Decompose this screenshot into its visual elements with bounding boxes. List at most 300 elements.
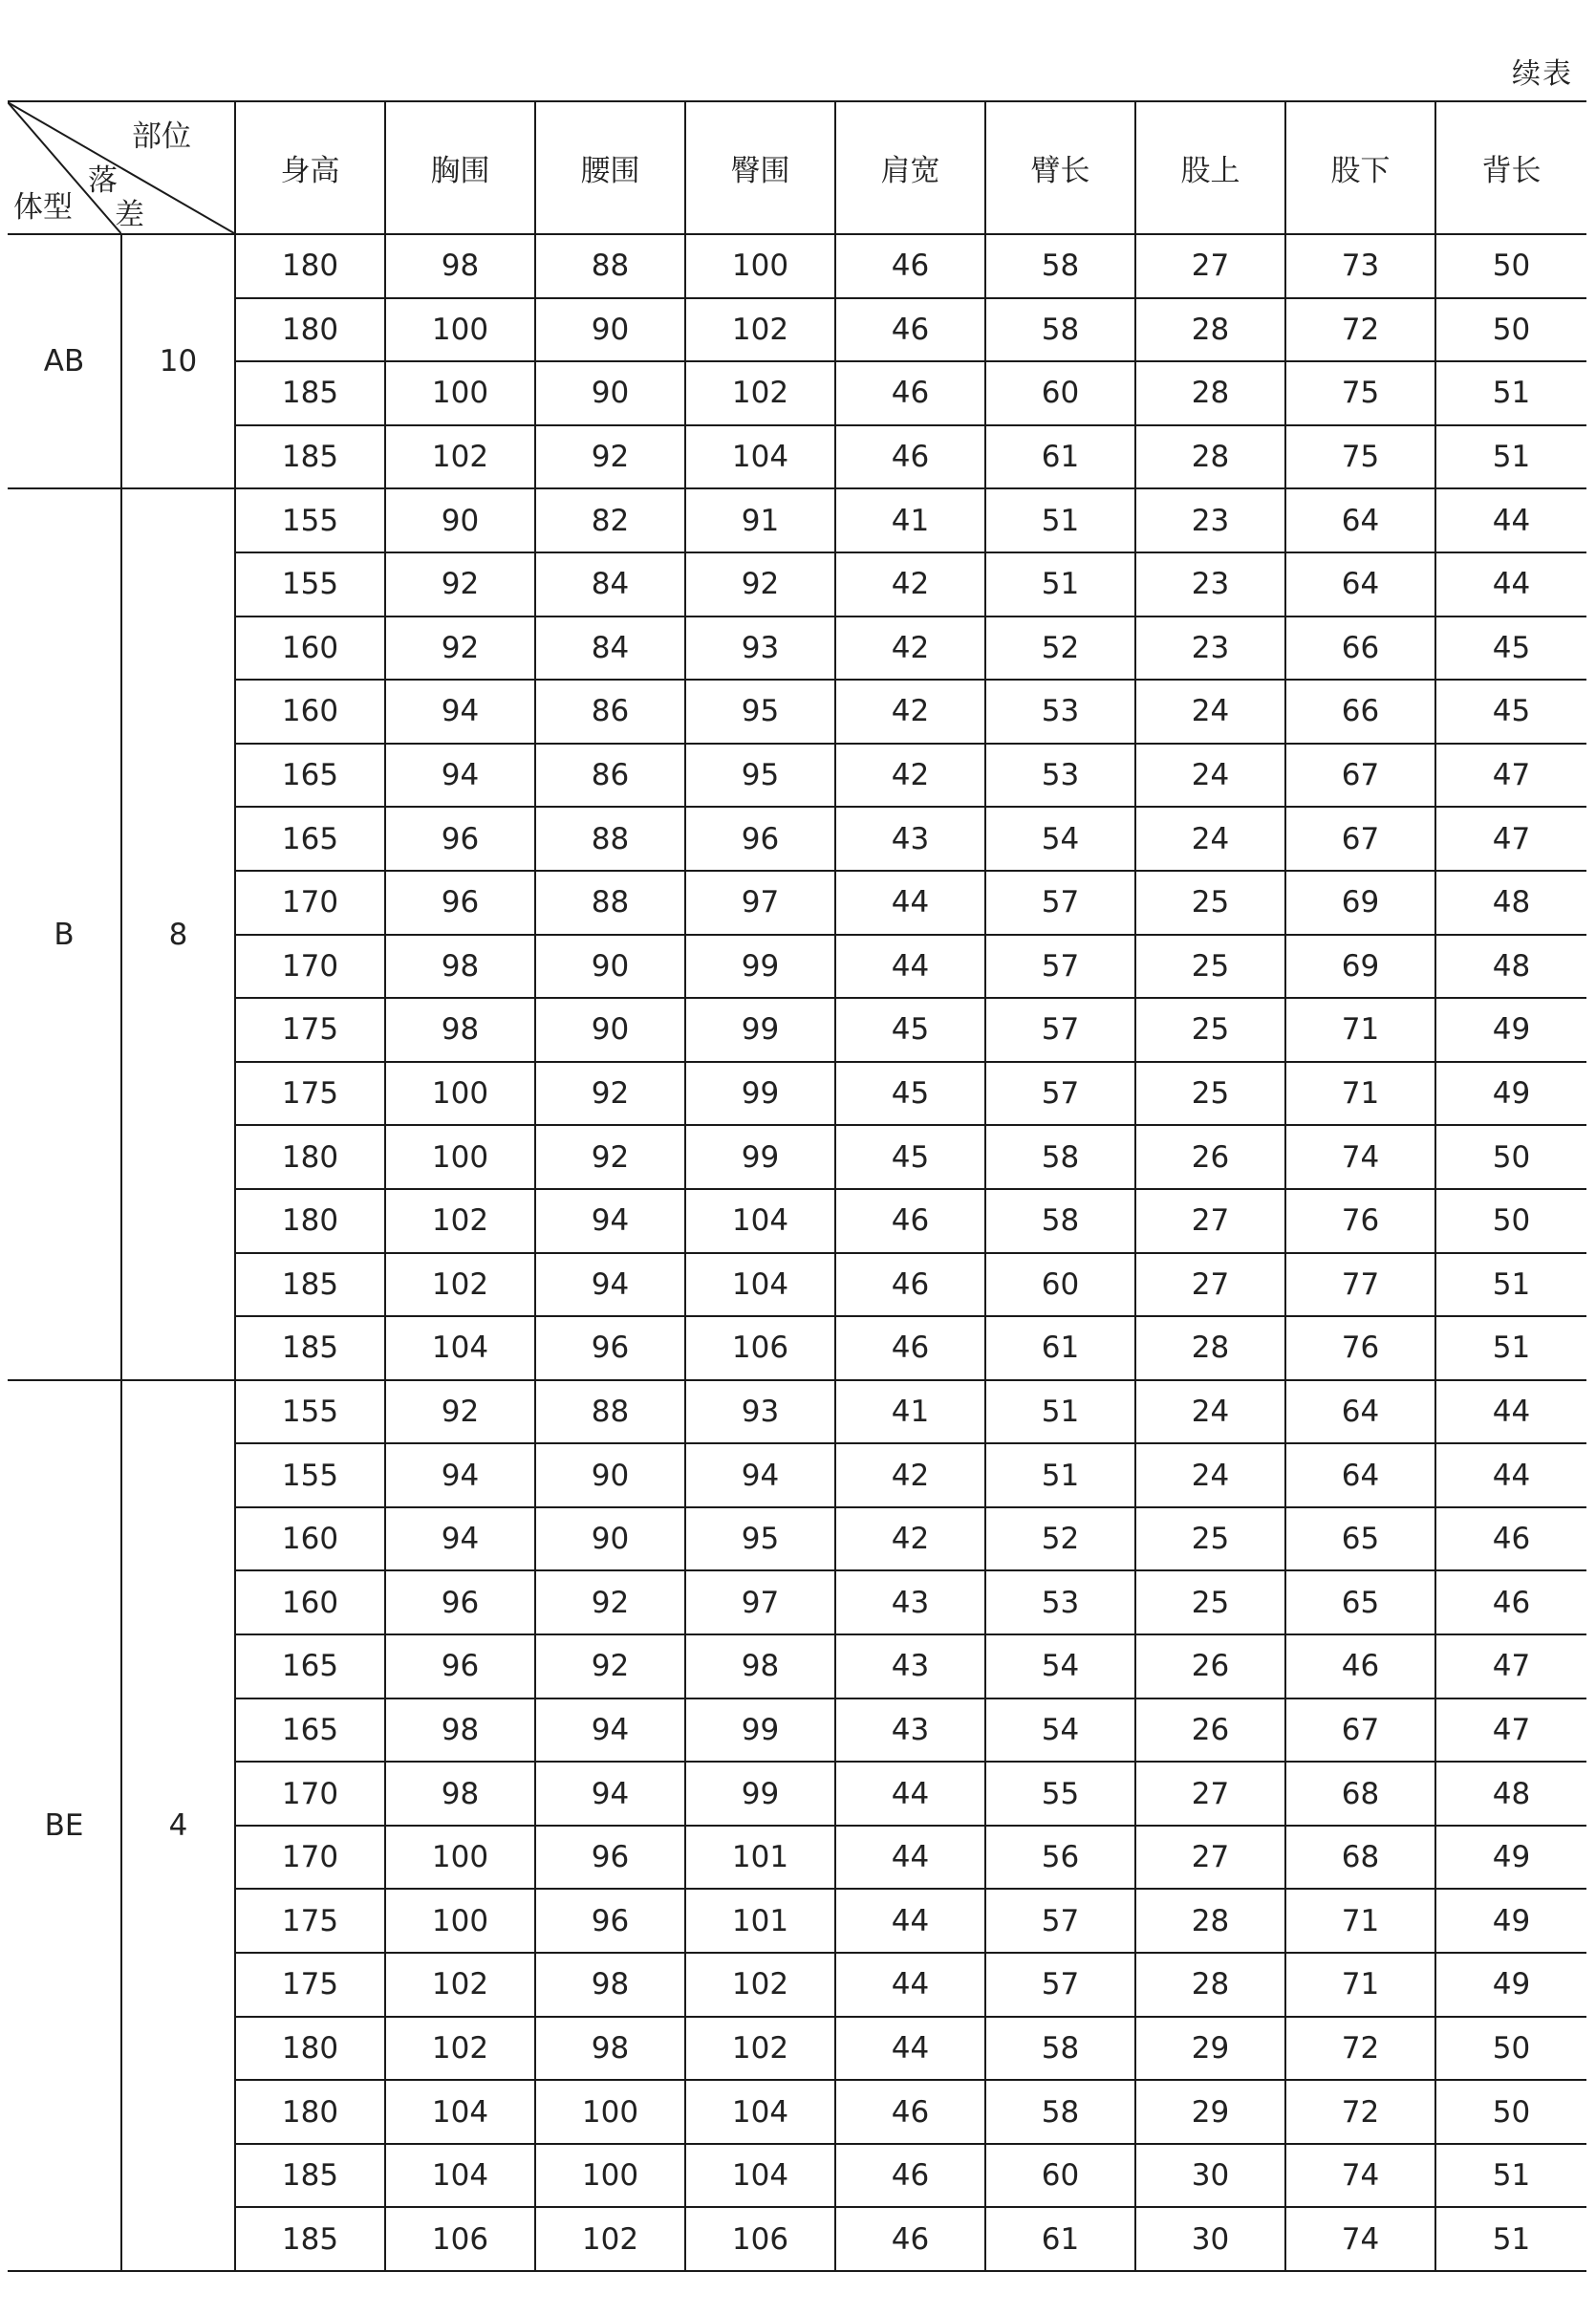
table-cell: 56: [985, 1826, 1135, 1890]
table-cell: 57: [985, 935, 1135, 999]
table-cell: 94: [385, 744, 535, 808]
table-cell: 67: [1285, 807, 1435, 871]
table-cell: 102: [385, 425, 535, 489]
table-row: [8, 935, 1586, 999]
table-cell: 52: [985, 1507, 1135, 1571]
table-cell: 64: [1285, 1443, 1435, 1507]
col-header: 胸围: [385, 101, 535, 234]
table-cell: 27: [1135, 234, 1285, 298]
table-cell: 94: [535, 1762, 685, 1826]
body-type-cell: BE: [8, 1380, 121, 2271]
table-cell: 66: [1285, 617, 1435, 681]
table-cell: 61: [985, 1316, 1135, 1380]
table-cell: 100: [385, 361, 535, 425]
table-row: [8, 1507, 1586, 1571]
table-cell: 95: [685, 744, 835, 808]
table-cell: 57: [985, 998, 1135, 1062]
table-cell: 90: [535, 998, 685, 1062]
col-header: 股上: [1135, 101, 1285, 234]
table-cell: 160: [235, 680, 385, 744]
table-row: [8, 1826, 1586, 1890]
table-cell: 50: [1435, 298, 1586, 362]
table-cell: 44: [835, 2017, 985, 2081]
table-cell: 45: [835, 1062, 985, 1126]
table-cell: 76: [1285, 1316, 1435, 1380]
table-cell: 69: [1285, 935, 1435, 999]
table-cell: 47: [1435, 744, 1586, 808]
table-cell: 64: [1285, 552, 1435, 617]
table-cell: 180: [235, 2017, 385, 2081]
table-cell: 92: [535, 1125, 685, 1189]
table-cell: 50: [1435, 2080, 1586, 2144]
table-row: [8, 998, 1586, 1062]
table-cell: 175: [235, 1062, 385, 1126]
table-cell: 42: [835, 552, 985, 617]
table-cell: 98: [385, 1698, 535, 1763]
table-cell: 90: [535, 298, 685, 362]
col-header: 腰围: [535, 101, 685, 234]
table-cell: 94: [535, 1698, 685, 1763]
table-cell: 44: [1435, 1380, 1586, 1444]
table-cell: 91: [685, 488, 835, 552]
table-cell: 165: [235, 807, 385, 871]
table-cell: 24: [1135, 744, 1285, 808]
table-cell: 73: [1285, 234, 1435, 298]
table-cell: 46: [835, 425, 985, 489]
table-cell: 29: [1135, 2017, 1285, 2081]
table-cell: 44: [1435, 1443, 1586, 1507]
table-cell: 27: [1135, 1826, 1285, 1890]
table-row: [8, 2080, 1586, 2144]
table-cell: 86: [535, 744, 685, 808]
table-cell: 66: [1285, 680, 1435, 744]
table-cell: 82: [535, 488, 685, 552]
table-cell: 45: [835, 1125, 985, 1189]
table-cell: 185: [235, 2207, 385, 2271]
table-cell: 97: [685, 1570, 835, 1634]
table-cell: 28: [1135, 1953, 1285, 2017]
table-cell: 68: [1285, 1762, 1435, 1826]
table-row: [8, 1570, 1586, 1634]
table-row: [8, 1889, 1586, 1953]
table-cell: 92: [385, 617, 535, 681]
table-cell: 51: [1435, 2207, 1586, 2271]
table-cell: 96: [385, 807, 535, 871]
table-row: [8, 1953, 1586, 2017]
table-cell: 28: [1135, 1316, 1285, 1380]
col-header: 背长: [1435, 101, 1586, 234]
table-cell: 46: [1435, 1507, 1586, 1571]
table-cell: 49: [1435, 1889, 1586, 1953]
body-type-cell: AB: [8, 234, 121, 488]
table-cell: 155: [235, 552, 385, 617]
table-cell: 102: [535, 2207, 685, 2271]
table-cell: 44: [835, 1889, 985, 1953]
table-cell: 44: [835, 1953, 985, 2017]
table-cell: 155: [235, 1443, 385, 1507]
table-cell: 43: [835, 1698, 985, 1763]
table-cell: 94: [535, 1253, 685, 1317]
table-row: [8, 617, 1586, 681]
table-cell: 99: [685, 1125, 835, 1189]
table-cell: 42: [835, 744, 985, 808]
table-cell: 93: [685, 1380, 835, 1444]
table-cell: 41: [835, 1380, 985, 1444]
table-cell: 95: [685, 680, 835, 744]
table-cell: 175: [235, 1889, 385, 1953]
table-cell: 96: [385, 1634, 535, 1698]
table-cell: 97: [685, 871, 835, 935]
table-cell: 23: [1135, 488, 1285, 552]
table-cell: 160: [235, 1570, 385, 1634]
table-cell: 57: [985, 1062, 1135, 1126]
table-cell: 53: [985, 1570, 1135, 1634]
table-cell: 75: [1285, 361, 1435, 425]
table-cell: 102: [685, 1953, 835, 2017]
diff-cell: 4: [121, 1380, 235, 2271]
table-cell: 104: [385, 1316, 535, 1380]
table-cell: 47: [1435, 807, 1586, 871]
table-cell: 26: [1135, 1125, 1285, 1189]
table-cell: 53: [985, 680, 1135, 744]
table-cell: 30: [1135, 2207, 1285, 2271]
table-cell: 102: [385, 1253, 535, 1317]
table-cell: 53: [985, 744, 1135, 808]
table-row: [8, 1316, 1586, 1380]
table-cell: 25: [1135, 1062, 1285, 1126]
table-cell: 46: [835, 234, 985, 298]
table-cell: 90: [535, 1507, 685, 1571]
table-cell: 51: [1435, 361, 1586, 425]
table-cell: 49: [1435, 1826, 1586, 1890]
table-cell: 77: [1285, 1253, 1435, 1317]
table-row: [8, 807, 1586, 871]
table-cell: 92: [385, 552, 535, 617]
table-cell: 44: [835, 935, 985, 999]
table-row: [8, 1380, 1586, 1444]
table-cell: 155: [235, 1380, 385, 1444]
table-cell: 90: [535, 1443, 685, 1507]
table-cell: 71: [1285, 1889, 1435, 1953]
table-cell: 92: [385, 1380, 535, 1444]
table-cell: 88: [535, 234, 685, 298]
table-cell: 46: [835, 361, 985, 425]
header-row: [8, 101, 1586, 234]
table-cell: 88: [535, 871, 685, 935]
corner-label-diff-2: 差: [115, 198, 144, 232]
table-cell: 100: [535, 2144, 685, 2208]
corner-label-type: 体型: [13, 190, 73, 225]
table-row: [8, 1698, 1586, 1763]
table-cell: 175: [235, 998, 385, 1062]
table-cell: 165: [235, 1634, 385, 1698]
table-cell: 92: [685, 552, 835, 617]
table-cell: 67: [1285, 1698, 1435, 1763]
table-cell: 26: [1135, 1634, 1285, 1698]
table-cell: 106: [685, 1316, 835, 1380]
table-cell: 48: [1435, 1762, 1586, 1826]
table-cell: 44: [1435, 552, 1586, 617]
table-row: [8, 298, 1586, 362]
diff-cell: 8: [121, 488, 235, 1379]
table-cell: 44: [835, 1762, 985, 1826]
table-row: [8, 552, 1586, 617]
table-cell: 51: [1435, 2144, 1586, 2208]
table-cell: 92: [535, 1634, 685, 1698]
table-cell: 99: [685, 935, 835, 999]
table-cell: 104: [385, 2080, 535, 2144]
table-cell: 84: [535, 552, 685, 617]
table-cell: 52: [985, 617, 1135, 681]
table-row: [8, 1762, 1586, 1826]
table-cell: 180: [235, 234, 385, 298]
table-cell: 47: [1435, 1698, 1586, 1763]
table-cell: 104: [685, 1189, 835, 1253]
table-cell: 57: [985, 871, 1135, 935]
table-row: [8, 425, 1586, 489]
table-cell: 43: [835, 807, 985, 871]
table-cell: 104: [685, 425, 835, 489]
table-cell: 46: [835, 1189, 985, 1253]
continued-table-caption: 续表: [1512, 57, 1573, 91]
table-cell: 96: [535, 1889, 685, 1953]
table-cell: 71: [1285, 1953, 1435, 2017]
table-cell: 165: [235, 1698, 385, 1763]
table-cell: 185: [235, 1253, 385, 1317]
table-cell: 101: [685, 1826, 835, 1890]
table-cell: 90: [535, 361, 685, 425]
table-cell: 24: [1135, 807, 1285, 871]
table-cell: 92: [535, 1062, 685, 1126]
table-cell: 60: [985, 361, 1135, 425]
table-cell: 51: [985, 1443, 1135, 1507]
table-cell: 41: [835, 488, 985, 552]
table-cell: 42: [835, 617, 985, 681]
table-cell: 27: [1135, 1189, 1285, 1253]
table-cell: 25: [1135, 935, 1285, 999]
table-row: [8, 1062, 1586, 1126]
table-cell: 84: [535, 617, 685, 681]
table-cell: 25: [1135, 1507, 1285, 1571]
table-cell: 90: [535, 935, 685, 999]
table-cell: 74: [1285, 2144, 1435, 2208]
table-cell: 104: [685, 1253, 835, 1317]
table-cell: 64: [1285, 488, 1435, 552]
table-cell: 43: [835, 1570, 985, 1634]
table-cell: 69: [1285, 871, 1435, 935]
table-cell: 155: [235, 488, 385, 552]
diagonal-corner-header: [8, 101, 235, 234]
table-cell: 96: [535, 1826, 685, 1890]
table-cell: 29: [1135, 2080, 1285, 2144]
table-cell: 170: [235, 871, 385, 935]
table-cell: 98: [385, 1762, 535, 1826]
table-cell: 170: [235, 1826, 385, 1890]
table-cell: 50: [1435, 234, 1586, 298]
table-cell: 160: [235, 617, 385, 681]
table-cell: 94: [535, 1189, 685, 1253]
table-cell: 24: [1135, 680, 1285, 744]
size-table: [8, 100, 1586, 2272]
table-cell: 55: [985, 1762, 1135, 1826]
col-header: 肩宽: [835, 101, 985, 234]
table-cell: 60: [985, 1253, 1135, 1317]
table-cell: 58: [985, 234, 1135, 298]
table-cell: 46: [835, 2144, 985, 2208]
table-cell: 28: [1135, 298, 1285, 362]
table-cell: 64: [1285, 1380, 1435, 1444]
table-cell: 57: [985, 1889, 1135, 1953]
table-row: [8, 744, 1586, 808]
table-cell: 101: [685, 1889, 835, 1953]
table-cell: 67: [1285, 744, 1435, 808]
table-cell: 76: [1285, 1189, 1435, 1253]
table-cell: 57: [985, 1953, 1135, 2017]
table-cell: 104: [685, 2144, 835, 2208]
table-cell: 102: [385, 1953, 535, 2017]
table-cell: 49: [1435, 1953, 1586, 2017]
table-cell: 185: [235, 361, 385, 425]
table-cell: 72: [1285, 2080, 1435, 2144]
table-cell: 100: [385, 1125, 535, 1189]
table-cell: 65: [1285, 1507, 1435, 1571]
table-cell: 71: [1285, 1062, 1435, 1126]
table-cell: 49: [1435, 1062, 1586, 1126]
table-cell: 27: [1135, 1253, 1285, 1317]
table-cell: 23: [1135, 552, 1285, 617]
table-cell: 98: [685, 1634, 835, 1698]
table-cell: 42: [835, 680, 985, 744]
table-cell: 106: [385, 2207, 535, 2271]
table-cell: 75: [1285, 425, 1435, 489]
table-cell: 45: [835, 998, 985, 1062]
table-cell: 46: [835, 2080, 985, 2144]
table-cell: 50: [1435, 1125, 1586, 1189]
table-cell: 92: [535, 425, 685, 489]
table-cell: 54: [985, 807, 1135, 871]
table-row: [8, 1634, 1586, 1698]
table-cell: 96: [385, 871, 535, 935]
table-cell: 74: [1285, 1125, 1435, 1189]
table-row: [8, 488, 1586, 552]
table-cell: 25: [1135, 1570, 1285, 1634]
table-cell: 48: [1435, 871, 1586, 935]
table-cell: 47: [1435, 1634, 1586, 1698]
col-header: 臂长: [985, 101, 1135, 234]
table-cell: 100: [385, 1889, 535, 1953]
table-cell: 180: [235, 1189, 385, 1253]
table-cell: 94: [385, 1443, 535, 1507]
table-cell: 28: [1135, 361, 1285, 425]
table-cell: 46: [835, 2207, 985, 2271]
table-row: [8, 361, 1586, 425]
table-cell: 102: [685, 298, 835, 362]
table-cell: 50: [1435, 2017, 1586, 2081]
table-cell: 58: [985, 2017, 1135, 2081]
table-cell: 44: [1435, 488, 1586, 552]
table-cell: 58: [985, 2080, 1135, 2144]
table-cell: 106: [685, 2207, 835, 2271]
table-cell: 51: [985, 488, 1135, 552]
table-cell: 100: [385, 1062, 535, 1126]
table-cell: 98: [385, 998, 535, 1062]
table-cell: 60: [985, 2144, 1135, 2208]
table-cell: 180: [235, 298, 385, 362]
col-header: 身高: [235, 101, 385, 234]
table-cell: 100: [535, 2080, 685, 2144]
table-cell: 51: [1435, 1316, 1586, 1380]
table-cell: 24: [1135, 1380, 1285, 1444]
table-cell: 61: [985, 2207, 1135, 2271]
table-cell: 58: [985, 298, 1135, 362]
table-cell: 26: [1135, 1698, 1285, 1763]
table-cell: 92: [535, 1570, 685, 1634]
table-cell: 46: [835, 1316, 985, 1380]
table-cell: 100: [385, 298, 535, 362]
table-cell: 175: [235, 1953, 385, 2017]
table-row: [8, 234, 1586, 298]
table-cell: 44: [835, 871, 985, 935]
table-cell: 30: [1135, 2144, 1285, 2208]
table-cell: 185: [235, 1316, 385, 1380]
table-row: [8, 2144, 1586, 2208]
table-cell: 51: [1435, 1253, 1586, 1317]
table-cell: 65: [1285, 1570, 1435, 1634]
table-cell: 96: [385, 1570, 535, 1634]
table-cell: 74: [1285, 2207, 1435, 2271]
table-row: [8, 2017, 1586, 2081]
table-cell: 98: [385, 935, 535, 999]
table-cell: 170: [235, 935, 385, 999]
corner-label-diff-1: 落: [88, 163, 118, 198]
table-cell: 61: [985, 425, 1135, 489]
table-cell: 46: [1435, 1570, 1586, 1634]
table-cell: 165: [235, 744, 385, 808]
table-cell: 27: [1135, 1762, 1285, 1826]
col-header: 股下: [1285, 101, 1435, 234]
table-cell: 50: [1435, 1189, 1586, 1253]
table-cell: 102: [685, 2017, 835, 2081]
table-cell: 185: [235, 2144, 385, 2208]
table-cell: 45: [1435, 680, 1586, 744]
table-row: [8, 1253, 1586, 1317]
table-cell: 94: [385, 680, 535, 744]
table-cell: 51: [985, 552, 1135, 617]
table-cell: 54: [985, 1634, 1135, 1698]
table-cell: 95: [685, 1507, 835, 1571]
table-cell: 46: [835, 1253, 985, 1317]
table-row: [8, 2207, 1586, 2271]
table-cell: 88: [535, 1380, 685, 1444]
table-row: [8, 871, 1586, 935]
table-cell: 102: [685, 361, 835, 425]
table-cell: 93: [685, 617, 835, 681]
table-cell: 98: [385, 234, 535, 298]
table-cell: 99: [685, 998, 835, 1062]
table-cell: 94: [685, 1443, 835, 1507]
table-cell: 28: [1135, 1889, 1285, 1953]
table-cell: 88: [535, 807, 685, 871]
table-row: [8, 1125, 1586, 1189]
table-cell: 100: [385, 1826, 535, 1890]
table-cell: 46: [1285, 1634, 1435, 1698]
table-cell: 25: [1135, 871, 1285, 935]
col-header: 臀围: [685, 101, 835, 234]
table-cell: 104: [385, 2144, 535, 2208]
table-cell: 72: [1285, 298, 1435, 362]
table-cell: 96: [685, 807, 835, 871]
table-cell: 86: [535, 680, 685, 744]
